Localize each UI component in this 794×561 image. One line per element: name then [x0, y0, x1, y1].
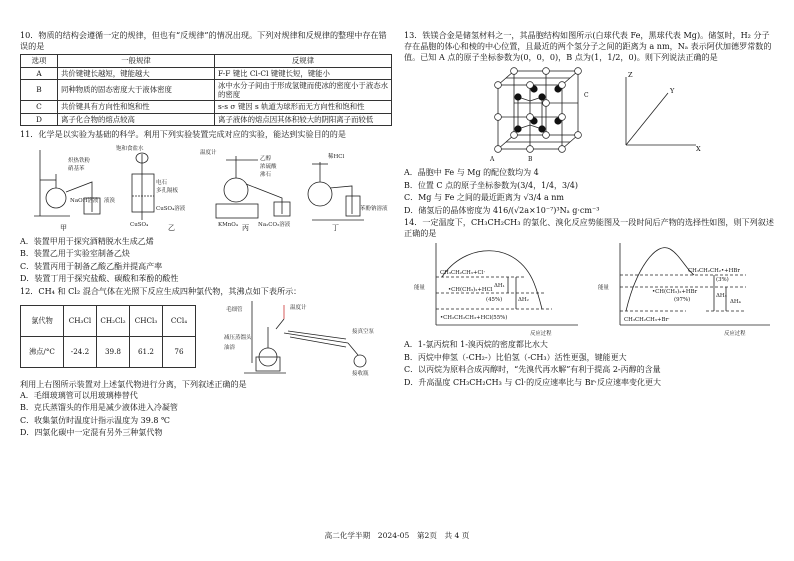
point-a-label: A: [490, 156, 495, 164]
q12-option-c: C．收集氯仿时温度计指示温度为 39.8 ℃: [20, 415, 170, 425]
label-saline: 饱和食盐水: [116, 145, 144, 152]
q12-option-a: A．毛细玻璃管可以用玻璃棒替代: [20, 390, 138, 400]
q12-option-b: B．克氏蒸馏头的作用是减少液体进入冷凝管: [20, 403, 178, 413]
chart2-ylabel: 能量: [598, 285, 609, 292]
left-column: [20, 30, 392, 439]
q11-stem: 11．化学是以实验为基础的科学。利用下列实验装置完成对应的实验，能达到实验目的的是: [20, 128, 346, 139]
table-cell: 离子液体的熔点因其体积较大的阴阳离子而较低: [215, 113, 392, 125]
chart1-xlabel: 反应过程: [530, 331, 552, 338]
label-cuso4: CuSO₄溶液: [156, 205, 186, 212]
point-c-label: C: [584, 92, 589, 100]
q13-option-c: C．Mg 与 Fe 之间的最近距离为 √3/4 a nm: [404, 193, 565, 203]
label-cuso4-2: CuSO₄: [130, 221, 149, 228]
axis-x-label: X: [696, 145, 701, 154]
q11-option-b: B．装置乙用于实验室制备乙炔: [20, 249, 130, 259]
q14-option-c: C．以丙烷为原料合成丙醇时，“先溴代再水解”有利于提高 2-丙醇的含量: [404, 365, 661, 375]
label-liquid-br: 液溴: [104, 197, 116, 204]
chart2-dh3: ΔH₃: [716, 293, 727, 300]
chart2-dh4: ΔH₄: [730, 299, 741, 306]
table-cell: 共价键具有方向性和饱和性: [58, 101, 215, 113]
q11-option-d: D．装置丁用于探究盐酸、碳酸和苯酚的酸性: [20, 274, 179, 284]
q12-distillation-figure: [224, 297, 392, 379]
q14-option-b: B．丙烷中伸氢（-CH₂-）比伯氢（-CH₃）活性更强，键能更大: [404, 352, 627, 362]
label-capillary: 毛细管: [226, 306, 243, 313]
label-oil-bath: 油浴: [224, 344, 236, 351]
chart1-dh2: ΔH₂: [518, 297, 529, 304]
chart1-product1: •CH(CH₃)₂+HCl: [448, 287, 493, 294]
chart1-ylabel: 能量: [414, 285, 425, 292]
q13-option-b: B．位置 C 点的原子坐标参数为(3/4，1/4，3/4): [404, 180, 578, 190]
chart2-reactant: CH₃CH₂CH₃+Br·: [624, 317, 670, 324]
q14-option-d: D．升高温度 CH₃CH₂CH₃ 与 Cl·的反应速率比与 Br·反应速率变化更大: [404, 377, 661, 387]
chart2-product2: •CH(CH₃)₂+HBr: [652, 289, 698, 296]
label-naoh: NaOH溶液: [70, 197, 99, 204]
q11-option-c: C．装置丙用于制备乙酸乙酯并提高产率: [20, 261, 163, 271]
label-na2co3: Na₂CO₃溶液: [258, 221, 291, 228]
table-cell: 冰中水分子间由于形成氢键而使冰的密度小于液态水的密度: [215, 79, 392, 101]
axis-z-label: Z: [628, 71, 633, 80]
table-cell: D: [21, 113, 58, 125]
label-receiver: 接收瓶: [352, 370, 369, 377]
q13-axes: [616, 69, 706, 155]
table-cell: F-F 键比 Cl-Cl 键键长短，键能小: [215, 67, 392, 79]
table-cell: A: [21, 67, 58, 79]
q13-option-a: A．晶胞中 Fe 与 Mg 的配位数均为 4: [404, 168, 539, 178]
chart2-product1-pct: (3%): [716, 277, 729, 284]
right-column: [404, 30, 776, 389]
label-dilute-hcl: 稀HCl: [328, 153, 345, 160]
chart1-dh1: ΔH₁: [494, 283, 505, 290]
bp-value: 61.2: [130, 336, 163, 367]
q13-figure-row: [404, 63, 776, 167]
q13-stem: 13．铁镁合金是储氢材料之一，其晶胞结构如图所示(白球代表 Fe，黑球代表 Mg)。储氢时，H₂ 分子存在晶胞的体心和棱的中心位置，且最近的两个氢分子之间的距离为 a nm，Nₐ 表示阿伏加德罗常数的值。已知 A 点的原子坐标参数为(0，0，0)，B 点为(1，1/2，0)。则下列说法正确的是: [404, 30, 772, 63]
label-porous: 多孔隔板: [156, 187, 179, 194]
label-ethanol: 乙醇: [260, 155, 272, 162]
q12-row: [20, 297, 392, 379]
chart1-product1-pct: (45%): [486, 297, 503, 304]
label-h2so4: 浓硫酸: [260, 163, 277, 170]
label-ding: 丁: [332, 223, 339, 232]
axis-y-label: Y: [670, 87, 675, 96]
table-header: 一般规律: [58, 55, 215, 67]
bp-value: -24.2: [64, 336, 97, 367]
table-cell: 共价键键长越短，键能越大: [58, 67, 215, 79]
q13-option-d: D．储氢后的晶体密度为 416/(√2a×10⁻⁷)³Nₐ g·cm⁻³: [404, 205, 600, 215]
chart2-product1: CH₃CH₂CH₂•+HBr: [688, 268, 740, 275]
chart2-product2-pct: (97%): [674, 297, 691, 304]
chart2-xlabel: 反应过程: [724, 331, 746, 338]
label-phenoxide: 苯酚钠溶液: [360, 205, 388, 212]
bp-row-head: 沸点/°C: [21, 336, 64, 367]
q12-option-d: D．四氯化碳中一定混有另外三种氯代物: [20, 428, 163, 438]
q12-bp-table: [20, 305, 196, 368]
bp-value: 39.8: [97, 336, 130, 367]
label-thermometer: 温度计: [290, 304, 307, 311]
q14-stem: 14．一定温度下，CH₃CH₂CH₃ 的氯化、溴化反应势能图及一段时间后产物的选择性如图，则下列叙述正确的是: [404, 217, 774, 239]
label-thermo-dist: 温度计: [200, 149, 217, 156]
bp-compound: CH₂Cl₂: [97, 305, 130, 336]
table-cell: s-s σ 键因 s 轨道为球形而无方向性和饱和性: [215, 101, 392, 113]
table-header: 反规律: [215, 55, 392, 67]
bp-value: 76: [163, 336, 196, 367]
label-kmno4: KMnO₄: [218, 221, 238, 228]
q10-table: [20, 54, 392, 126]
label-vacuum: 接真空泵: [352, 328, 375, 335]
q12-stem: 12．CH₄ 和 Cl₂ 混合气体在光照下反应生成四种氯代物，其沸点如下表所示：: [20, 285, 302, 296]
q12-lead: 利用上右图所示装置对上述氯代物进行分离，下列叙述正确的是: [20, 378, 247, 389]
bp-compound: CH₃Cl: [64, 305, 97, 336]
label-claisen: 减压蒸馏头: [224, 334, 252, 341]
chart1-product2: •CH₂CH₂CH₃+HCl(55%): [440, 315, 508, 322]
q11-apparatus-figure: [20, 140, 392, 232]
q10-stem: 10．物质的结构会遵循一定的规律，但也有“反规律”的情况出现。下列对规律和反规律的整理中存在错误的是: [20, 30, 387, 52]
table-cell: B: [21, 79, 58, 101]
label-hot-iron: 炽热铁粉: [68, 157, 91, 164]
bp-compound: CHCl₃: [130, 305, 163, 336]
label-jia: 甲: [60, 223, 67, 232]
q11-option-a: A．装置甲用于探究酒精脱水生成乙烯: [20, 236, 154, 246]
table-header: 选项: [21, 55, 58, 67]
q14-option-a: A．1-氯丙烷和 1-溴丙烷的密度都比水大: [404, 340, 548, 350]
q14-bromination-diagram: [596, 239, 774, 339]
label-bing: 丙: [242, 223, 249, 232]
q13-unit-cell: [484, 63, 594, 167]
point-b-label: B: [528, 156, 533, 164]
table-cell: 离子化合物的熔点较高: [58, 113, 215, 125]
bp-row-head: 氯代物: [21, 305, 64, 336]
label-yi: 乙: [168, 223, 175, 232]
label-nitrobenzene: 硝基苯: [68, 165, 85, 172]
table-cell: 同种物质的固态密度大于液体密度: [58, 79, 215, 101]
page-footer: 高二化学半期 2024-05 第2页 共 4 页: [324, 531, 470, 540]
q14-chlorination-diagram: [412, 239, 582, 339]
chart1-reactant: CH₃CH₂CH₃+Cl·: [440, 270, 486, 277]
label-cac2: 电石: [156, 179, 168, 186]
label-boiling-stone: 沸石: [260, 171, 272, 178]
bp-compound: CCl₄: [163, 305, 196, 336]
q14-charts-row: [404, 239, 776, 339]
table-cell: C: [21, 101, 58, 113]
